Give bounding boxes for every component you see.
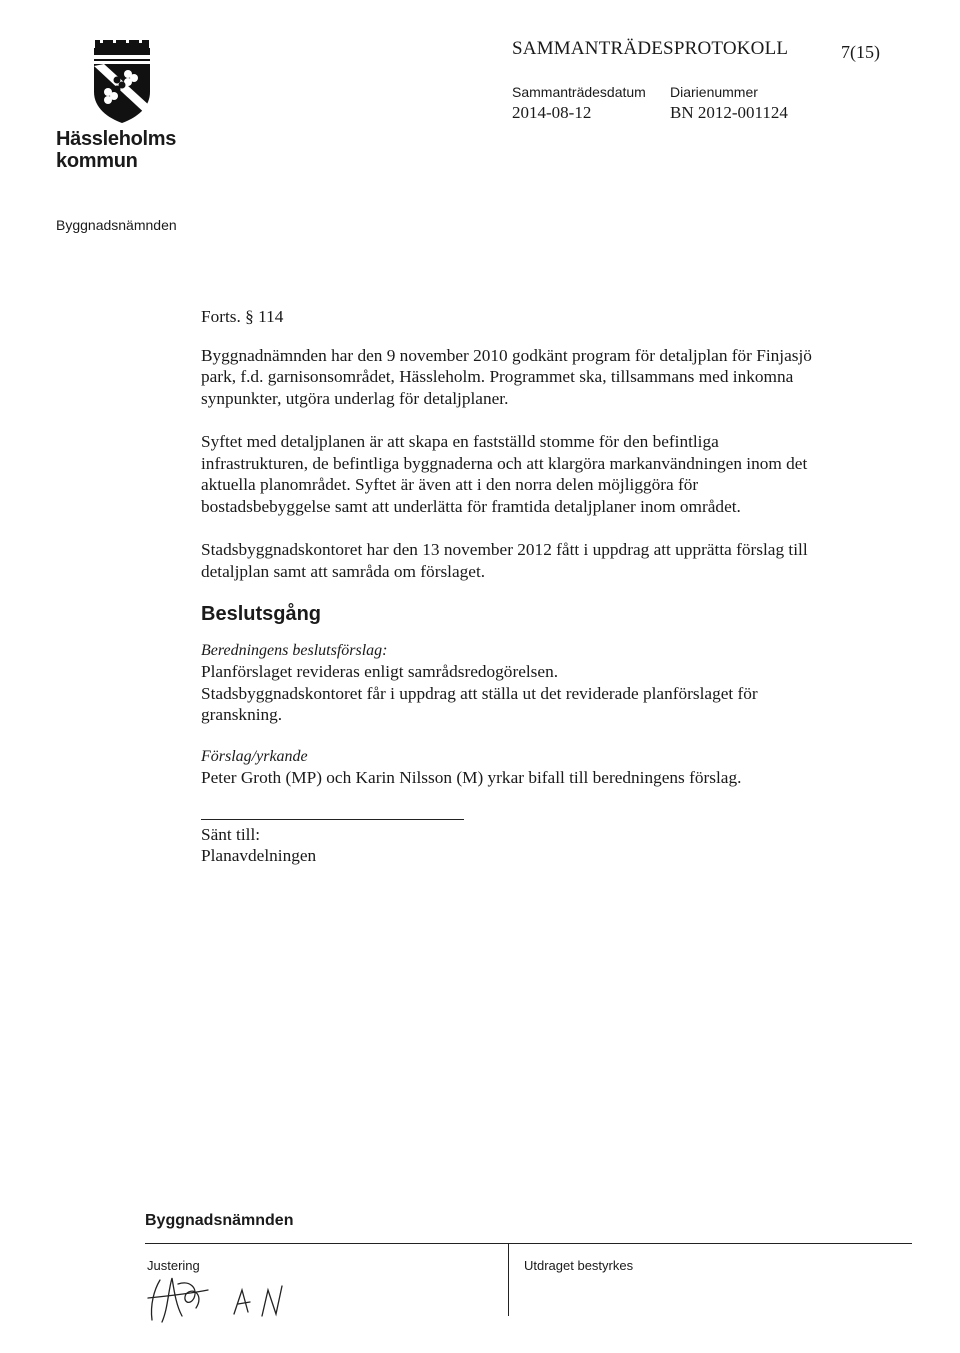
registry-number-label: Diarienummer (670, 84, 758, 100)
footer-column-divider (508, 1244, 509, 1316)
proposal-line-1: Planförslaget revideras enligt samrådsredogörelsen. (201, 662, 559, 681)
paragraph-1: Byggnadnämnden har den 9 november 2010 godkänt program för detaljplan för Finjasjö park, f.d. garnisonsområdet, Hässleholm. Programmet ska, tillsammans med inkomna synpunkter, utgöra underlag för detaljplaner. (201, 345, 812, 408)
municipality-name (56, 128, 176, 172)
committee-name: Byggnadsnämnden (56, 217, 177, 233)
protocol-body (201, 306, 821, 867)
distribution-divider (201, 819, 464, 820)
registry-number-value: BN 2012-001124 (670, 103, 788, 122)
motion-label: Förslag/yrkande (201, 747, 308, 765)
page-number: 7(15) (841, 42, 880, 62)
coat-of-arms-logo (90, 36, 154, 124)
municipality-name-line1: Hässleholms (56, 128, 177, 150)
document-title: SAMMANTRÄDESPROTOKOLL (512, 38, 789, 59)
motion-text: Peter Groth (MP) och Karin Nilsson (M) yrkar bifall till beredningens förslag. (201, 768, 742, 787)
footer-divider (145, 1243, 912, 1244)
paragraph-2: Syftet med detaljplanen är att skapa en fastställd stomme för den befintliga infrastrukturen, de befintliga byggnaderna och att klargöra markanvändningen inom det aktuella planområdet. Syftet är även att i den norra delen möjliggöra för bostadsbebyggelse samt att underlätta för framtida detaljplaner inom området. (201, 432, 808, 516)
distribution-block (201, 824, 821, 867)
section-heading: Beslutsgång (201, 603, 322, 625)
proposal-label: Beredningens beslutsförslag: (201, 641, 388, 659)
footer-committee-name: Byggnadsnämnden (145, 1212, 294, 1229)
meeting-date-label: Sammanträdesdatum (512, 84, 646, 100)
municipality-name-line2: kommun (56, 150, 138, 172)
handwritten-signatures (138, 1250, 308, 1330)
meeting-date-value: 2014-08-12 (512, 103, 592, 122)
certified-label: Utdraget bestyrkes (524, 1258, 634, 1273)
paragraph-3: Stadsbyggnadskontoret har den 13 november 2012 fått i uppdrag att upprätta förslag till detaljplan samt att samråda om förslaget. (201, 540, 808, 581)
adjustment-label: Justering (147, 1258, 200, 1273)
sent-to-label: Sänt till: (201, 824, 261, 844)
continuation-heading: Forts. § 114 (201, 307, 284, 326)
sent-to-value: Planavdelningen (201, 846, 317, 865)
proposal-line-2: Stadsbyggnadskontoret får i uppdrag att ställa ut det reviderade planförslaget för granskning. (201, 683, 758, 724)
